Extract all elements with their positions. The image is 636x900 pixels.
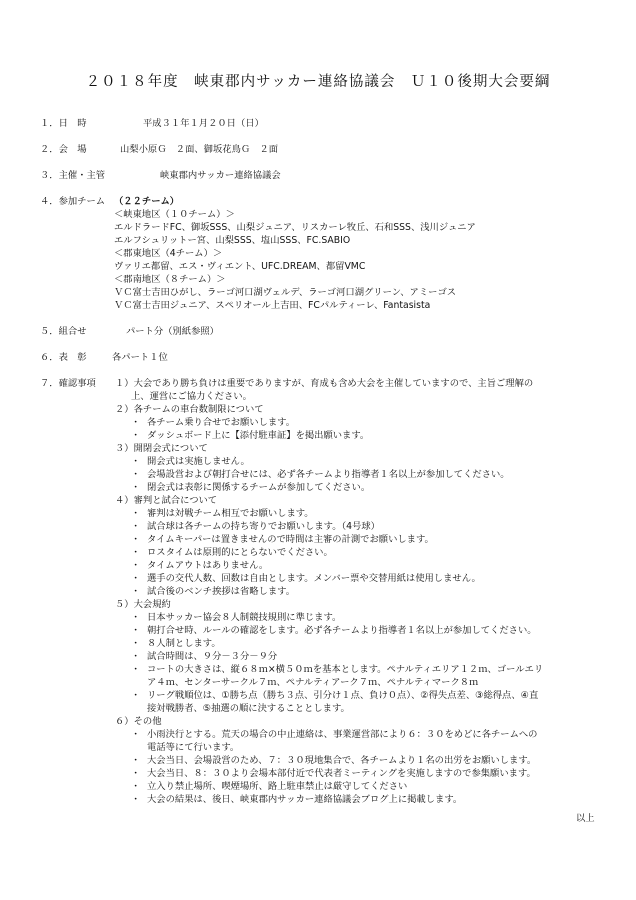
note-4-item-6: 選手の交代人数、回数は自由とします。メンバー票や交替用紙は使用しません。 xyxy=(147,573,481,584)
note-4-item-2: 試合球は各チームの持ち寄りでお願いします。（4号球） xyxy=(147,521,380,532)
note-2-header: ２）各チームの車台数制限について xyxy=(115,404,264,415)
teams-label: ４．参加チーム xyxy=(40,196,106,207)
note-5-item-4: 試合時間は、９分－３分－９分 xyxy=(147,651,278,662)
bullet-mark: ・ xyxy=(131,560,141,571)
note-6-header: ６）その他 xyxy=(115,716,162,727)
bullet-mark: ・ xyxy=(131,547,141,558)
bullet-mark: ・ xyxy=(131,521,141,532)
note-2-item-2: ダッシュボード上に【添付駐車証】を掲出願います。 xyxy=(147,430,370,441)
note-4-header: ４）審判と試合について xyxy=(115,495,218,506)
teams-count: （２２チーム） xyxy=(114,196,180,207)
bullet-mark: ・ xyxy=(131,456,141,467)
bullet-mark: ・ xyxy=(131,534,141,545)
bullet-mark: ・ xyxy=(131,430,141,441)
note-4-item-7: 試合後のベンチ挨拶は省略します。 xyxy=(147,586,296,597)
note-6-item-1-line-2: 電話等にて行います。 xyxy=(147,742,240,753)
group-kyoto-header: ＜峡東地区（１０チーム）＞ xyxy=(114,209,235,220)
note-3-item-1: 開会式は実施しません。 xyxy=(147,456,250,467)
organizer-label: ３．主催・主管 xyxy=(40,170,106,181)
note-1-line-2: 上、運営にご協力ください。 xyxy=(131,391,252,402)
bullet-mark: ・ xyxy=(131,768,141,779)
venue-value: 山梨小原Ｇ ２面、御坂花鳥Ｇ ２面 xyxy=(120,144,279,155)
bracket-label: ５．組合せ xyxy=(40,326,87,337)
note-4-item-3: タイムキーパーは置きませんので時間は主審の計測でお願いします。 xyxy=(147,534,434,545)
note-6-item-4: 立入り禁止場所、喫煙場所、路上駐車禁止は厳守してください xyxy=(147,781,408,792)
date-value: 平成３１年１月２０日（日） xyxy=(143,118,264,129)
document-title: ２０１８年度 峡東郡内サッカー連絡協議会 Ｕ１０後期大会要綱 xyxy=(85,74,551,90)
note-6-item-5: 大会の結果は、後日、峡東郡内サッカー連絡協議会ブログ上に掲載します。 xyxy=(147,794,463,805)
note-5-item-6-line-2: 接対戦勝者、⑤抽選の順に決することとします。 xyxy=(147,703,350,714)
bullet-mark: ・ xyxy=(131,508,141,519)
note-4-item-1: 審判は対戦チーム相互でお願いします。 xyxy=(147,508,314,519)
bullet-mark: ・ xyxy=(131,482,141,493)
award-label: ６．表 彰 xyxy=(40,352,87,363)
group-kyoto-teams-1: エルドラードFC、御坂SSS、山梨ジュニア、リスカーレ牧丘、石和SSS、浅川ジュニア xyxy=(114,222,476,233)
note-4-item-4: ロスタイムは原則的にとらないでください。 xyxy=(147,547,333,558)
note-2-item-1: 各チーム乗り合せでお願いします。 xyxy=(147,417,296,428)
bullet-mark: ・ xyxy=(131,417,141,428)
bullet-mark: ・ xyxy=(131,625,141,636)
note-5-item-5-line-1: コートの大きさは、縦６８ｍ×横５０ｍを基本とします。ペナルティエリア１２ｍ、ゴールエリ xyxy=(147,664,544,675)
note-5-item-6-line-1: リーグ戦順位は、①勝ち点（勝ち３点、引分け１点、負け０点）、②得失点差、③総得点、④直 xyxy=(147,690,539,701)
closing-mark: 以上 xyxy=(576,813,595,824)
bullet-mark: ・ xyxy=(131,729,141,740)
group-gunto-header: ＜郡東地区（4チーム）＞ xyxy=(114,248,223,259)
notes-label: ７．確認事項 xyxy=(40,378,96,389)
group-kyoto-teams-2: エルフシュリットー宮、山梨SSS、塩山SSS、FC.SABIO xyxy=(114,235,351,246)
note-1-line-1: １）大会であり勝ち負けは重要でありますが、育成も含め大会を主催していますので、主旨ご理解の xyxy=(115,378,534,389)
organizer-value: 峡東郡内サッカー連絡協議会 xyxy=(160,170,281,181)
group-gunnan-header: ＜郡南地区（８チーム）＞ xyxy=(114,274,226,285)
date-label: １．日 時 xyxy=(40,118,87,129)
note-5-item-2: 朝打合せ時、ルールの確認をします。必ず各チームより指導者１名以上が参加してください。 xyxy=(147,625,537,636)
note-5-item-3: ８人制とします。 xyxy=(147,638,221,649)
bullet-mark: ・ xyxy=(131,573,141,584)
note-3-item-2: 会場設営および朝打合せには、必ず各チームより指導者１名以上が参加してください。 xyxy=(147,469,510,480)
bracket-value: パート分（別紙参照） xyxy=(126,326,219,337)
bullet-mark: ・ xyxy=(131,638,141,649)
bullet-mark: ・ xyxy=(131,794,141,805)
note-6-item-2: 大会当日、会場設営のため、７：３０現地集合で、各チームより１名の出労をお願いします。 xyxy=(147,755,537,766)
bullet-mark: ・ xyxy=(131,612,141,623)
group-gunnan-teams-1: ＶＣ富士吉田ひがし、ラーゴ河口湖ヴェルデ、ラーゴ河口湖グリーン、アミーゴス xyxy=(114,287,457,298)
bullet-mark: ・ xyxy=(131,690,141,701)
note-6-item-3: 大会当日、８：３０より会場本部付近で代表者ミーティングを実施しますので参集願います。 xyxy=(147,768,536,779)
group-gunnan-teams-2: ＶＣ富士吉田ジュニア、スペリオール上吉田、FCパルティーレ、Fantasista xyxy=(114,300,431,311)
bullet-mark: ・ xyxy=(131,586,141,597)
note-3-header: ３）開閉会式について xyxy=(115,443,208,454)
note-6-item-1-line-1: 小雨決行とする。荒天の場合の中止連絡は、事業運営部により６：３０をめどに各チームへの xyxy=(147,729,538,740)
bullet-mark: ・ xyxy=(131,755,141,766)
group-gunto-teams: ヴァリエ都留、エス・ヴィエント、UFC.DREAM、都留VMC xyxy=(114,261,366,272)
note-5-header: ５）大会規約 xyxy=(115,599,171,610)
bullet-mark: ・ xyxy=(131,781,141,792)
bullet-mark: ・ xyxy=(131,651,141,662)
note-4-item-5: タイムアウトはありません。 xyxy=(147,560,269,571)
bullet-mark: ・ xyxy=(131,469,141,480)
note-5-item-5-line-2: ア４ｍ、センターサークル７ｍ、ペナルティアーク７ｍ、ペナルティマーク８ｍ xyxy=(147,677,479,688)
award-value: 各パート１位 xyxy=(112,352,168,363)
note-3-item-3: 閉会式は表彰に関係するチームが参加してください。 xyxy=(147,482,371,493)
note-5-item-1: 日本サッカー協会８人制競技規則に準じます。 xyxy=(147,612,342,623)
bullet-mark: ・ xyxy=(131,664,141,675)
venue-label: ２．会 場 xyxy=(40,144,87,155)
